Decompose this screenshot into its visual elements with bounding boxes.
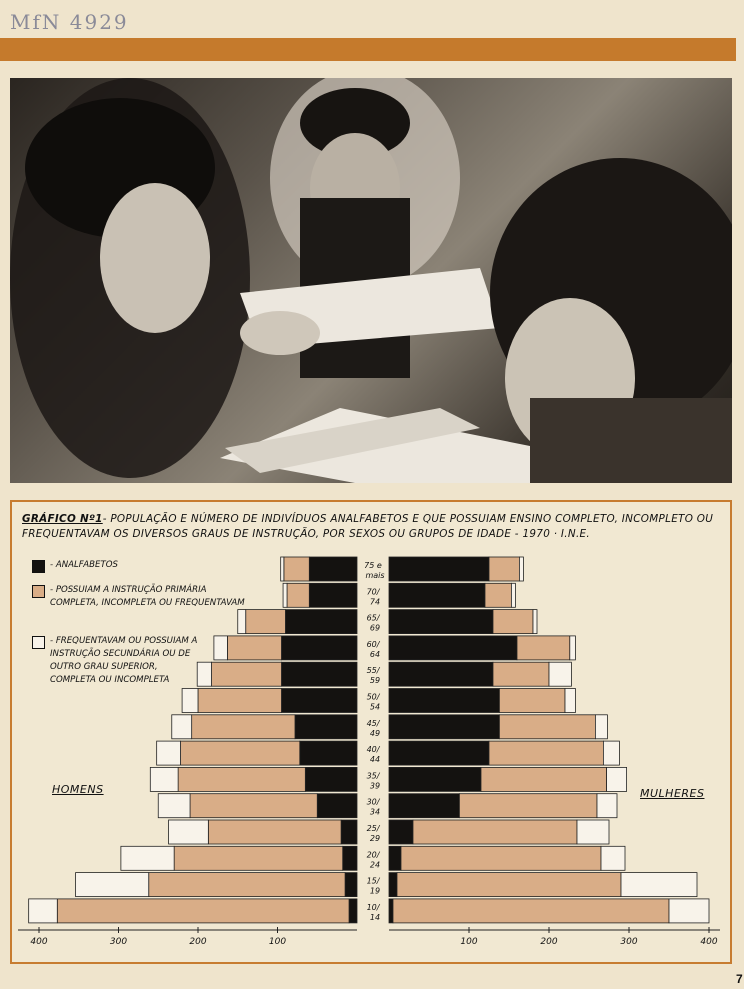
age-label-bottom: 64 xyxy=(369,649,381,659)
age-label-top: 55/ xyxy=(366,666,380,676)
bar-men-primaria xyxy=(174,846,343,870)
bar-women-secundaria xyxy=(669,899,709,923)
age-label-bottom: 69 xyxy=(369,623,381,633)
chart-title-text: - POPULAÇÃO E NÚMERO DE INDIVÍDUOS ANALFABETOS E QUE POSSUIAM ENSINO COMPLETO, INCOMPLETO OU FREQUENTAVAM OS DIVERSOS GRAUS DE INSTRUÇÃO, POR SEXOS OU GRUPOS DE IDADE - 1970 · I.N.E. xyxy=(22,513,714,540)
age-label-top: 15/ xyxy=(366,876,380,886)
mulheres-label: MULHERES xyxy=(640,787,705,800)
bar-men-analfabetos xyxy=(349,899,357,923)
bar-men-secundaria xyxy=(29,899,58,923)
x-tick-label-women: 300 xyxy=(620,937,638,947)
bar-men-analfabetos xyxy=(309,583,357,607)
bar-women-primaria xyxy=(499,715,595,739)
bar-men-analfabetos xyxy=(341,820,357,844)
age-label-bottom: 54 xyxy=(369,702,381,712)
age-label-top: 10/ xyxy=(366,902,380,912)
bar-men-secundaria xyxy=(169,820,209,844)
x-tick-label-women: 100 xyxy=(460,937,478,947)
age-label-bottom: 59 xyxy=(369,676,381,686)
bar-men-primaria xyxy=(287,583,309,607)
bar-women-analfabetos xyxy=(389,689,499,713)
bar-men-secundaria xyxy=(172,715,192,739)
age-label-top: 40/ xyxy=(366,745,380,755)
bar-women-primaria xyxy=(485,583,511,607)
bar-women-analfabetos xyxy=(389,557,489,581)
bar-men-primaria xyxy=(208,820,341,844)
bar-men-analfabetos xyxy=(305,767,357,791)
bar-women-primaria xyxy=(493,610,533,634)
bar-men-primaria xyxy=(227,636,281,660)
bar-women-analfabetos xyxy=(389,767,481,791)
bar-men-secundaria xyxy=(150,767,178,791)
legend-label-analfabetos: - ANALFABETOS xyxy=(50,560,118,570)
age-label-bottom: 44 xyxy=(369,755,381,765)
bar-men-analfabetos xyxy=(295,715,357,739)
age-label-bottom: 29 xyxy=(369,834,381,843)
bar-men-analfabetos xyxy=(345,873,357,897)
bar-men-analfabetos xyxy=(281,689,357,713)
bar-women-primaria xyxy=(481,767,607,791)
bar-men-primaria xyxy=(246,610,286,634)
age-label-bottom: 34 xyxy=(369,807,381,817)
homens-label: HOMENS xyxy=(52,783,104,796)
bar-women-primaria xyxy=(397,873,621,897)
bar-women-secundaria xyxy=(621,873,697,897)
age-label-bottom: 14 xyxy=(369,912,381,922)
bar-men-primaria xyxy=(192,715,295,739)
age-label-bottom: 49 xyxy=(369,728,381,738)
bar-women-analfabetos xyxy=(389,741,489,765)
x-tick-label-women: 400 xyxy=(700,937,718,947)
bar-women-primaria xyxy=(517,636,570,660)
chart-title-label: GRÁFICO Nº1 xyxy=(22,513,103,525)
bar-women-analfabetos xyxy=(389,583,485,607)
bar-women-secundaria xyxy=(597,794,617,818)
bar-men-secundaria xyxy=(197,662,211,686)
bar-women-secundaria xyxy=(511,583,515,607)
legend-label-secundaria: - FREQUENTAVAM OU POSSUIAM A INSTRUÇÃO SECUNDÁRIA OU DE OUTRO GRAU SUPERIOR, COMPLETA OU INCOMPLETA xyxy=(50,636,198,685)
age-label-bottom: 19 xyxy=(369,886,381,896)
bar-men-analfabetos xyxy=(300,741,357,765)
bar-men-secundaria xyxy=(238,610,246,634)
age-label-bottom: 24 xyxy=(369,860,381,870)
bar-men-analfabetos xyxy=(343,846,357,870)
age-label-top: 70/ xyxy=(366,587,380,597)
bar-women-primaria xyxy=(499,689,565,713)
bar-women-analfabetos xyxy=(389,899,393,923)
bar-women-analfabetos xyxy=(389,715,499,739)
age-label-top: 50/ xyxy=(366,692,380,702)
bar-women-secundaria xyxy=(607,767,627,791)
bar-men-analfabetos xyxy=(285,610,357,634)
bar-men-analfabetos xyxy=(309,557,357,581)
age-label-top: 75 e xyxy=(364,561,382,570)
x-tick-label-men: 200 xyxy=(189,937,207,947)
bar-men-secundaria xyxy=(158,794,190,818)
bar-men-primaria xyxy=(284,557,309,581)
bar-men-primaria xyxy=(178,767,305,791)
bar-women-analfabetos xyxy=(389,636,517,660)
bar-men-secundaria xyxy=(182,689,198,713)
bar-men-analfabetos xyxy=(281,662,357,686)
bar-women-primaria xyxy=(489,741,603,765)
age-label-top: 35/ xyxy=(366,771,380,781)
bar-women-analfabetos xyxy=(389,820,413,844)
page-number: 7 xyxy=(736,972,743,986)
bar-men-primaria xyxy=(212,662,282,686)
bar-women-secundaria xyxy=(603,741,619,765)
age-label-top: 20/ xyxy=(366,850,380,860)
x-tick-label-men: 300 xyxy=(109,937,128,947)
bar-women-secundaria xyxy=(533,610,537,634)
age-label-top: 25/ xyxy=(366,824,380,833)
bar-women-secundaria xyxy=(565,689,575,713)
bar-men-secundaria xyxy=(121,846,174,870)
bar-women-analfabetos xyxy=(389,794,459,818)
bar-women-secundaria xyxy=(577,820,609,844)
bar-men-analfabetos xyxy=(281,636,357,660)
x-tick-label-men: 400 xyxy=(30,937,48,947)
age-label-top: 60/ xyxy=(366,639,380,649)
bar-women-primaria xyxy=(489,557,519,581)
legend-label-primaria: - POSSUIAM A INSTRUÇÃO PRIMÁRIA COMPLETA, INCOMPLETA OU FREQUENTAVAM xyxy=(50,585,245,608)
bar-men-secundaria xyxy=(214,636,228,660)
age-label-top: 30/ xyxy=(366,797,380,807)
age-label-top: 65/ xyxy=(366,613,380,623)
handwritten-note: MfN 4929 xyxy=(10,10,129,34)
bar-women-secundaria xyxy=(601,846,625,870)
age-label-bottom: mais xyxy=(365,571,385,580)
bar-women-secundaria xyxy=(570,636,576,660)
bar-women-primaria xyxy=(493,662,549,686)
age-label-bottom: 39 xyxy=(369,781,381,791)
bar-men-primaria xyxy=(190,794,317,818)
bar-men-secundaria xyxy=(283,583,287,607)
bar-men-primaria xyxy=(149,873,345,897)
bar-women-analfabetos xyxy=(389,662,493,686)
bar-women-primaria xyxy=(459,794,597,818)
x-tick-label-women: 200 xyxy=(540,937,558,947)
bar-women-secundaria xyxy=(549,662,571,686)
age-label-bottom: 74 xyxy=(369,597,381,607)
bar-men-secundaria xyxy=(157,741,181,765)
bar-men-secundaria xyxy=(76,873,149,897)
bar-women-secundaria xyxy=(595,715,607,739)
bar-women-analfabetos xyxy=(389,610,493,634)
bar-women-primaria xyxy=(401,846,601,870)
bar-women-analfabetos xyxy=(389,846,401,870)
age-label-top: 45/ xyxy=(366,718,380,728)
bar-men-primaria xyxy=(57,899,349,923)
x-tick-label-men: 100 xyxy=(268,937,287,947)
bar-women-primaria xyxy=(413,820,577,844)
bar-women-secundaria xyxy=(519,557,523,581)
bar-women-primaria xyxy=(393,899,669,923)
bar-men-primaria xyxy=(198,689,281,713)
bar-men-secundaria xyxy=(281,557,284,581)
bar-men-primaria xyxy=(181,741,300,765)
bar-women-analfabetos xyxy=(389,873,397,897)
bar-men-analfabetos xyxy=(317,794,357,818)
